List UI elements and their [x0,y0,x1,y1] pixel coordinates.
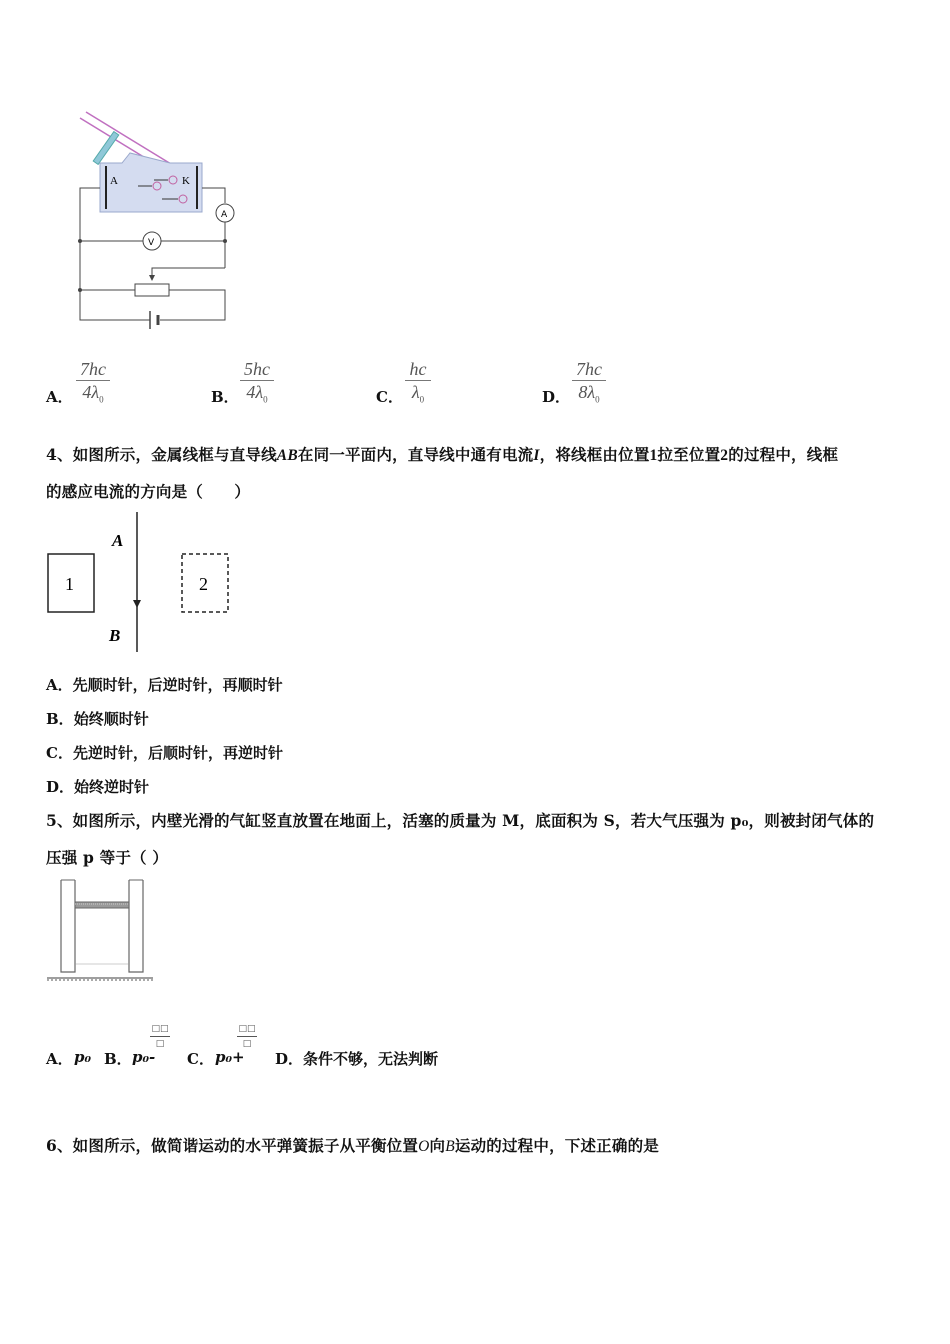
q4-text-2: 在同一平面内，直导线中通有电流 [297,445,534,464]
q4-current-symbol: I [533,447,540,464]
q4-text-3: ，将线框由位置 [539,445,650,464]
q5-option-d-text: 条件不够，无法判断 [303,1050,439,1068]
q4-text-4: 拉至位置 [657,445,721,464]
q3-option-c-numerator: hc [409,359,427,379]
q3-option-d-numerator: 7hc [576,359,602,379]
q3-option-b-den-sym: λ [255,382,264,402]
q4-option-c[interactable] [46,742,283,763]
q4-option-c-label: C． [46,744,73,762]
q4-option-b-label: B． [46,710,74,728]
q5-option-b-frac-den: □ [155,1039,165,1049]
q4-option-a-text: 先顺时针，后逆时针，再顺时针 [72,676,283,694]
q5-cylinder-figure [45,876,155,986]
q4-label-a: A [112,531,124,550]
q6-text-3: 运动的过程中，下述正确的是 [454,1136,659,1155]
q4-position-2: 2 [720,447,729,464]
q3-option-d-den-coef: 8 [578,382,588,402]
q5-option-c-value: p₀+ [215,1048,245,1066]
q5-option-b-value: p₀- [132,1048,156,1066]
q3-option-d-fraction [572,359,606,410]
q4-option-d[interactable] [46,776,149,797]
q5-option-b-label[interactable]: B． [104,1050,132,1068]
q4-option-d-text: 始终逆时针 [74,778,150,796]
q4-stem-line-1 [46,445,916,466]
q3-option-a-fraction [76,359,110,410]
q3-option-b-den-sub: 0 [263,394,268,405]
q4-option-a[interactable] [46,674,283,695]
q5-stem-line-2: 压强 p 等于（ ） [46,848,169,867]
q3-option-a-numerator: 7hc [80,359,106,379]
q5-option-a-value: p₀ [74,1048,92,1066]
q5-option-c-frac-den: □ [242,1039,252,1049]
q4-option-c-text: 先逆时针，后顺时针，再逆时针 [72,744,283,762]
anode-label: A [110,175,118,187]
q6-stem [46,1136,659,1157]
q3-option-c-den-sub: 0 [419,394,425,405]
photoelectric-circuit-figure [70,108,250,343]
q4-wire-ab: AB [276,447,298,464]
q3-option-c-den-sym: λ [411,382,420,402]
cathode-label: K [182,175,190,187]
q3-option-a-den-sym: λ [91,382,100,402]
q3-option-b-den-coef: 4 [246,382,256,402]
q5-option-b-fraction [150,1024,170,1049]
ammeter-label: A [221,210,228,220]
q6-text-2: 向 [429,1136,446,1155]
q6-point-b: B [445,1138,455,1155]
q6-text-1: 6、如图所示，做简谐运动的水平弹簧振子从平衡位置 [46,1136,419,1155]
q5-option-c-fraction [237,1024,257,1049]
q4-label-b: B [109,626,121,645]
q5-option-c-label[interactable]: C． [187,1050,214,1068]
q4-box-2-label: 2 [199,574,208,594]
q3-option-c-label[interactable]: C． [376,388,403,406]
q3-option-d-label[interactable]: D． [542,388,571,406]
q3-option-d-den-sub: 0 [595,394,600,405]
q3-option-b-numerator: 5hc [244,359,270,379]
voltmeter-label: V [148,238,155,248]
q4-option-b[interactable] [46,708,149,729]
q4-text-5: 的过程中，线框 [728,445,839,464]
q3-option-a-den-coef: 4 [82,382,92,402]
q3-option-c-fraction [405,359,431,410]
q5-option-a-label[interactable]: A． [46,1050,73,1068]
q5-stem-line-1: 5、如图所示，内壁光滑的气缸竖直放置在地面上，活塞的质量为 M，底面积为 S，若大气压强为 p₀，则被封闭气体的 [46,811,875,830]
q4-number: 4、 [46,445,73,464]
q4-stem-line-2: 的感应电流的方向是（ ） [46,482,251,501]
q3-option-a-den-sub: 0 [99,394,104,405]
q3-option-a-label[interactable]: A． [46,388,73,406]
q4-position-1: 1 [649,447,658,464]
q4-option-d-label: D． [46,778,75,796]
q3-option-b-fraction [240,359,274,410]
q4-option-a-label: A． [46,676,73,694]
q4-option-b-text: 始终顺时针 [73,710,149,728]
q5-option-d-label[interactable]: D． [275,1050,304,1068]
q4-box-1-label: 1 [65,574,74,594]
q6-point-o: O [418,1138,430,1155]
q5-option-c-frac-num: □□ [238,1024,256,1034]
q3-option-d-den-sym: λ [587,382,596,402]
q5-option-b-frac-num: □□ [151,1024,169,1034]
q4-text-1: 如图所示，金属线框与直导线 [72,445,277,464]
q4-wire-loop-figure [40,508,240,658]
q3-option-b-label[interactable]: B． [211,388,239,406]
